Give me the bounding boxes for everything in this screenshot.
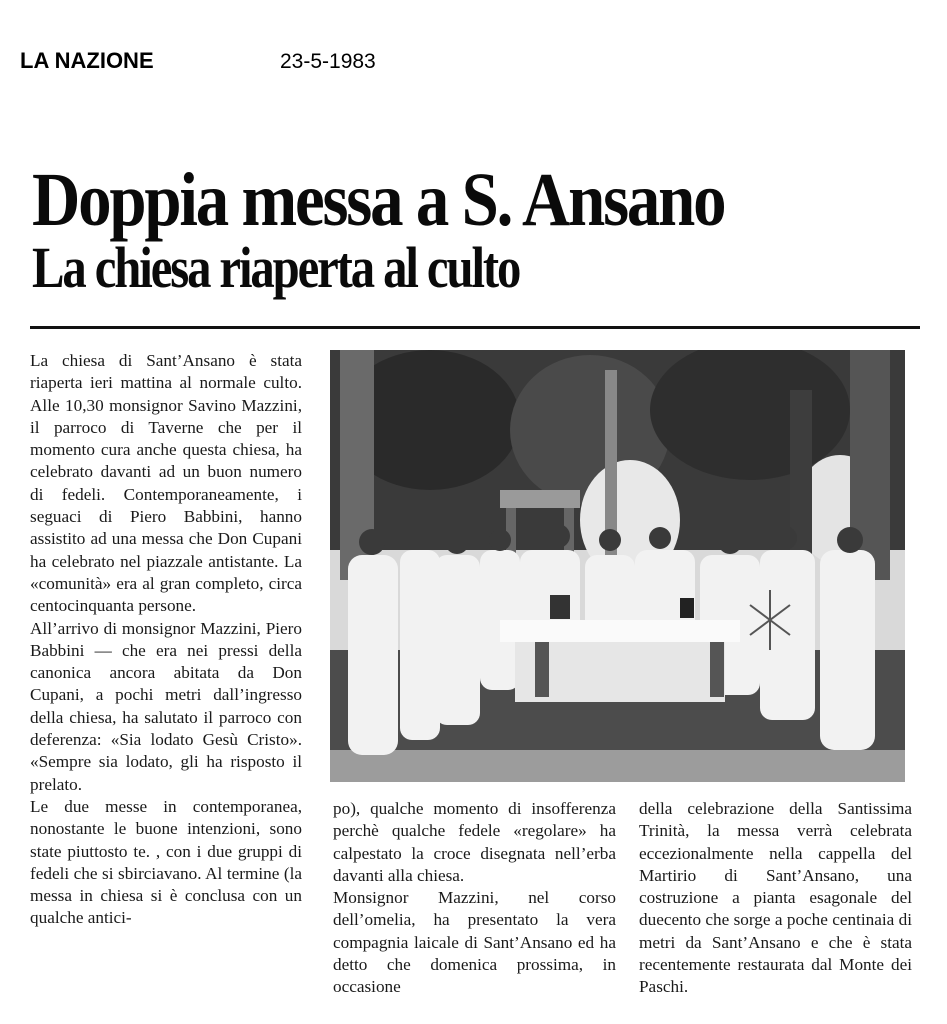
photo-outdoor-mass-image <box>330 350 905 782</box>
article-column-3 <box>639 798 912 999</box>
article-column-2 <box>333 798 616 999</box>
paragraph: Le due messe in contemporanea, nonostante le buone intenzioni, sono state piuttosto te. , con i due gruppi di fedeli che si sbirciavano. Al termine (la messa in chiesa si è conclusa con un qualche antici- <box>30 796 302 928</box>
article-title: Doppia messa a S. Ansano <box>32 158 725 242</box>
headline-divider <box>30 326 920 329</box>
headline-block <box>32 160 922 300</box>
publication-name: LA NAZIONE <box>20 48 154 73</box>
paragraph: della celebrazione della Santissima Trinità, la messa verrà celebrata eccezionalmente nella cappella del Martirio di Sant’Ansano, una costruzione a pianta esagonale del duecento che sorge a poche centinaia di metri da Sant’Ansano e che è stata recentemente restaurata dal Monte dei Paschi. <box>639 799 912 997</box>
paragraph: La chiesa di Sant’Ansano è stata riaperta ieri mattina al normale culto. Alle 10,30 monsignor Savino Mazzini, il parroco di Taverne che per il momento cura anche questa chiesa, ha celebrato davanti ad un buon numero di fedeli. Contemporaneamente, i seguaci di Piero Babbini, hanno assistito ad una messa che Don Cupani ha celebrato nel piazzale antistante. La «comunità» era al gran completo, circa centocinquanta persone. <box>30 351 302 616</box>
paragraph: All’arrivo di monsignor Mazzini, Piero Babbini — che era nei pressi della canonica ancora abitata da Don Cupani, a pochi metri dall’ingresso della chiesa, ha salutato il parroco con deferenza: «Sia lodato Gesù Cristo». «Sempre sia lodato, gli ha risposto il prelato. <box>30 618 302 794</box>
article-photo <box>330 350 905 782</box>
article-subtitle: La chiesa riaperta al culto <box>32 235 520 300</box>
paragraph: po), qualche momento di insofferenza perchè qualche fedele «regolare» ha calpestato la croce disegnata nell’erba davanti alla chiesa. <box>333 799 616 885</box>
paragraph: Monsignor Mazzini, nel corso dell’omelia, ha presentato la vera compagnia laicale di Sant’Ansano ed ha detto che domenica prossima, in occasione <box>333 888 616 997</box>
article-column-1 <box>30 350 302 930</box>
publication-date: 23-5-1983 <box>280 50 376 73</box>
